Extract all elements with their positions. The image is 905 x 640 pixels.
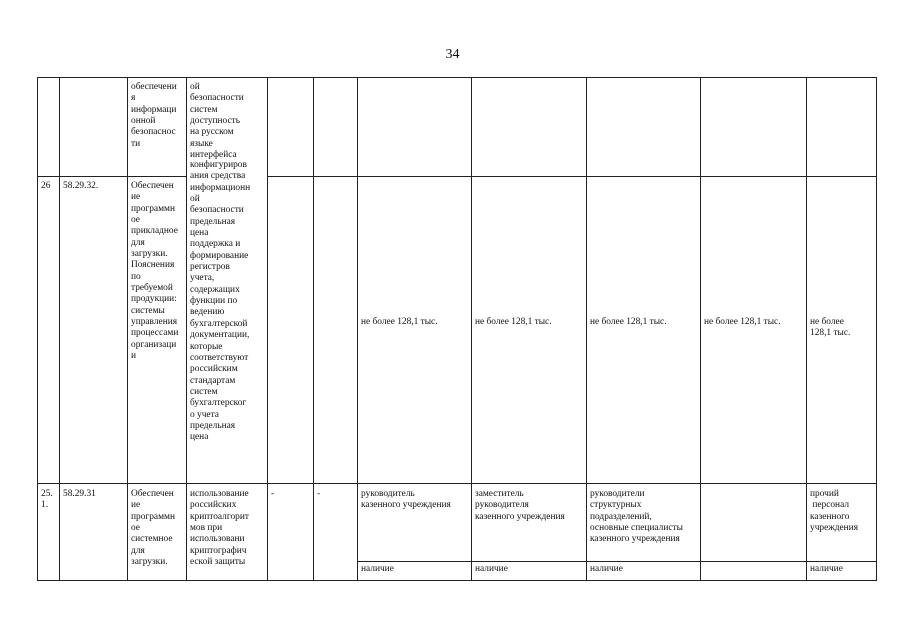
column-line-8: [586, 77, 587, 581]
column-line-3: [186, 77, 187, 581]
cell-row-number: 26: [41, 181, 51, 191]
cell-okpd-code: 58.29.31: [63, 489, 96, 499]
cell-position-3: руководители структурных подразделений, основные специалисты казенного учреждения: [590, 489, 683, 545]
cell-value-4: не более 128,1 тыс.: [704, 317, 781, 327]
cell-value-1: не более 128,1 тыс.: [361, 317, 438, 327]
cell-position-1: руководитель казенного учреждения: [361, 489, 451, 511]
cell-name-continued: обеспечени я информаци онной безопаснос ти: [131, 82, 177, 149]
column-line-5: [313, 77, 314, 581]
column-line-2: [127, 77, 128, 581]
row-separator: [37, 483, 876, 484]
column-line-0: [37, 77, 38, 581]
column-line-10: [806, 77, 807, 581]
table-border-bottom: [37, 580, 876, 581]
cell-product-name: Обеспечен ие программн ое прикладное для загрузки. Пояснения по требуемой продукции: системы управления процессами организаци и: [131, 181, 179, 362]
cell-characteristics: использование российских криптоалгорит мов при использовани криптографич еской защиты: [190, 489, 249, 568]
cell-value-5: не более 128,1 тыс.: [810, 317, 851, 339]
column-line-7: [471, 77, 472, 581]
column-line-11: [876, 77, 877, 581]
column-line-6: [357, 77, 358, 581]
cell-availability-2: наличие: [475, 564, 508, 574]
page-number: 34: [445, 47, 460, 62]
cell-position-2: заместитель руководителя казенного учреждения: [475, 489, 565, 522]
column-line-1: [59, 77, 60, 581]
cell-value-2: не более 128,1 тыс.: [475, 317, 552, 327]
cell-characteristics: конфигуриров ания средства информационн ой безопасности предельная цена поддержка и формирование регистров учета, содержащих функции по ведению бухгалтерской документации, которые соответствуют российским стандартам систем бухгалтерског о учета предельная цена: [190, 160, 251, 443]
cell-availability-5: наличие: [810, 564, 843, 574]
cell-row-number: 25. 1.: [41, 489, 53, 511]
cell-availability-3: наличие: [590, 564, 623, 574]
cell-okpd-code: 58.29.32.: [63, 181, 99, 191]
column-line-4: [267, 77, 268, 581]
row-separator-right: [267, 176, 876, 177]
cell-spec-continued: ой безопасности систем доступность на русском языке интерфейса: [190, 82, 244, 161]
cell-product-name: Обеспечен ие программн ое системное для загрузки.: [131, 489, 175, 568]
column-line-9: [700, 77, 701, 581]
cell-dash-1: -: [271, 489, 275, 499]
cell-separator: [357, 561, 876, 562]
table-border-top: [37, 77, 876, 78]
cell-availability-1: наличие: [361, 564, 394, 574]
cell-dash-2: -: [317, 489, 321, 499]
cell-value-3: не более 128,1 тыс.: [590, 317, 667, 327]
cell-position-5: прочий персонал казенного учреждения: [810, 489, 859, 534]
